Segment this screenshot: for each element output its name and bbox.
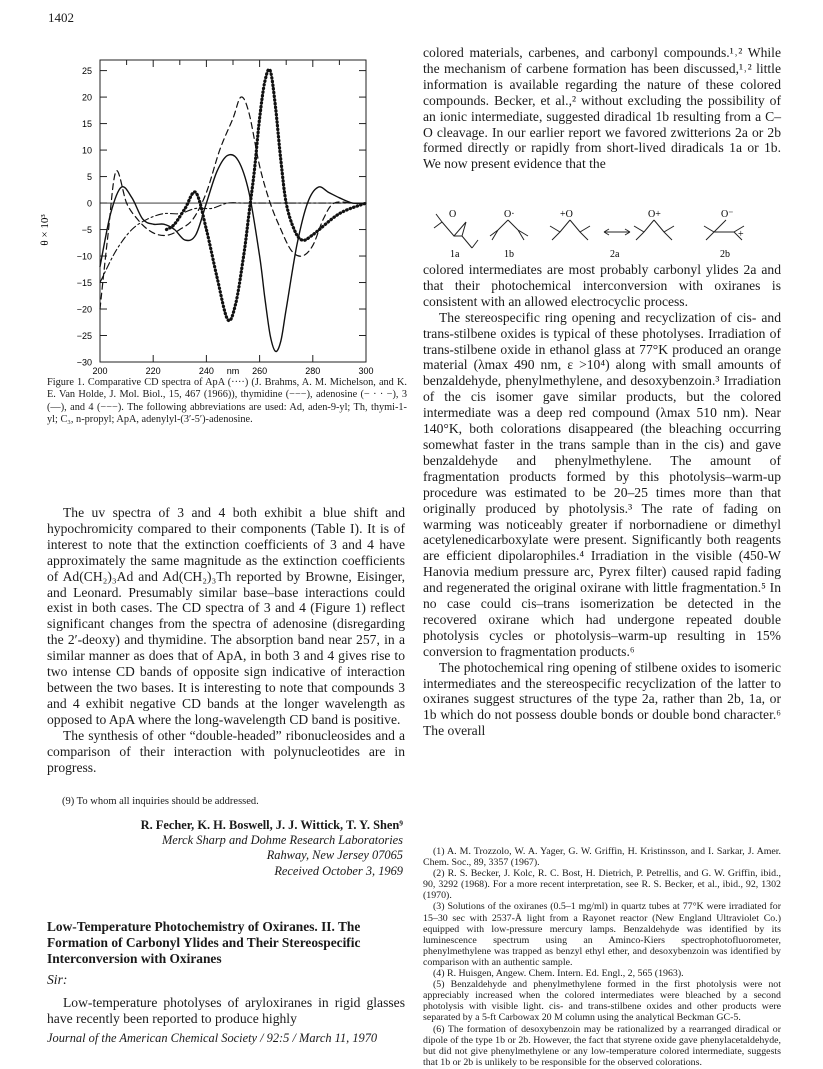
x-tick-label: 260 [252,366,268,375]
affiliation-city: Rahway, New Jersey 07065 [266,848,403,863]
y-tick-label: 20 [81,92,92,103]
x-tick-label: 220 [145,366,161,375]
journal-footer: Journal of the American Chemical Society / 92:5 / March 11, 1970 [47,1031,378,1045]
x-tick-label: 280 [305,366,321,375]
footnote-9: (9) To whom all inquiries should be addressed. [62,796,259,807]
reference-5: (5) Benzaldehyde and phenylmethylene formed in the first photolysis were not appreciably increased when the colored intermediates were bleached by a second photolysis with visible light. cis- and trans-stilbene oxides and other products were separated by a 5-ft Carbowax 20 M column using the analytical Beckman GC-5. [423,979,781,1024]
y-tick-label: 15 [81,119,92,130]
right-column-top [423,45,781,172]
resonance-arrow [604,229,630,235]
y-tick-label: 0 [86,198,92,209]
label-2a: 2a [610,249,620,260]
structure-2a-bonds [550,220,590,240]
structures-diagram [432,210,772,260]
atom-O-radical-1b: O· [504,210,515,220]
label-1a: 1a [450,249,460,260]
plus-charge-2b: + [738,229,744,240]
author-byline [60,818,403,879]
y-tick-label: 25 [81,66,92,77]
y-tick-label: −30 [76,357,92,368]
atom-O-minus-2b: O⁻ [721,210,734,220]
structure-2a-resonance-bonds [634,220,674,240]
reference-2: (2) R. S. Becker, J. Kolc, R. C. Bost, H. Dietrich, P. Petrellis, and G. W. Griffin, ibid., 90, 3292 (1968). For a more recent interpretation, see R. S. Becker, et al., ibid., 92, 1302 (1970). [423,868,781,902]
page-number: 1402 [48,10,74,25]
paragraph-uv-spectra: The uv spectra of 3 and 4 both exhibit a blue shift and hypochromicity compared to their components (Table I). It is of interest to note that the extinction coefficients of 3 and 4 have approximately the same magnitude as the extinction coefficients of Ad(CH₂)₃Ad and Ad(CH₂)₃Th reported by Browne, Eisinger, and Leonard. Presumably similar base–base interactions could exist in both cases. The CD spectra of 3 and 4 (Figure 1) reflect significant changes from the spectra of adenosine (disregarding the 2′-deoxy) and thymidine. The absorption band near 257, in a similar manner as does that of ApA, in both 3 and 4 gives rise to two intense CD bands of opposite sign indicative of interaction between the two bases. It is interesting to note that compounds 3 and 4 exhibit negative CD bands at the longer wavelength as opposed to ApA where the long-wavelength CD band is positive. [47,505,405,727]
atom-O-1a: O [449,210,457,220]
paragraph-intro: Low-temperature photolyses of aryloxiranes in rigid glasses have recently been reported to produce highly [47,995,405,1026]
paragraph-carbonyl-ylides: colored intermediates are most probably carbonyl ylides 2a and that their photochemical interconversion with oxiranes is consistent with an allowed electrocyclic process. [423,262,781,309]
x-tick-label: 240 [198,366,214,375]
series-line-dotted [167,69,367,320]
y-tick-label: −20 [76,304,92,315]
reference-4: (4) R. Huisgen, Angew. Chem. Intern. Ed. Engl., 2, 565 (1963). [433,968,684,980]
y-axis-label: θ × 10³ [39,214,51,246]
received-date: Received October 3, 1969 [274,863,403,878]
x-axis-label: nm [226,366,240,375]
affiliation-lab: Merck Sharp and Dohme Research Laboratories [161,833,403,848]
series-line-solid [100,155,366,352]
references [423,846,781,1068]
paragraph-stereospecific: The stereospecific ring opening and recyclization of cis- and trans-stilbene oxides is typical of these photolyses. Irradiation of trans-stilbene oxide in ethanol glass at 77°K produced an orange material (λmax 490 nm, ε >10⁴) along with small amounts of benzaldehyde, phenylmethylene, and desoxybenzoin.³ Irradiation of the cis isomer gave similar products, but the colored intermediate was a deep red compound (λmax 510 nm). Near 140°K, both colorations disappeared (the bleaching occurring somewhat faster in the trans sample than in the cis) and gave benzaldehyde and phenylmethylene. The amount of fragmentation products formed by this photolysis–warm-up procedure was estimated to be 20–25 times more than that originally produced by photolysis.³ The rate of fading on warming was noticeably greater if norbornadiene or dimethyl acetylenedicarboxylate were present. Significantly both reagents are efficient dipolarophiles.⁴ Irradiation in the visible (450-W Hanovia medium pressure arc, Pyrex filter) caused rapid fading and regenerated the original oxirane with little fragmentation.⁵ In no case could cis–trans isomerization be detected in the recovered oxirane which had undergone repeated double photolysis cycles or photolysis–warm-up resulting in 15% conversion to fragmentation products.⁶ [423,309,781,659]
paragraph-colored-materials: colored materials, carbenes, and carbonyl compounds.¹˒² While the mechanism of carbene formation has been discussed,¹˒² little information is available regarding the nature of these colored compounds. Becker, et al.,² without excluding the possibility of an ionic intermediate, suggested diradical 1b resulting from a C–O cleavage. In our earlier report we favored zwitterions 2a or 2b formed directly or rapidly from short-lived diradicals 1a or 1b. We now present evidence that the [423,45,781,172]
y-tick-label: −5 [81,225,92,236]
reference-6: (6) The formation of desoxybenzoin may be rationalized by a rearranged diradical or dipole of the type 1b or 2b. However, the fact that styrene oxide gave phenylacetaldehyde, but did not give phenylmethylene or any low-temperature colored intermediate, suggests that 1b or 2b is unlikely to be responsible for the observed colorations. [423,1023,781,1068]
y-tick-label: 10 [81,145,92,156]
reference-1: (1) A. M. Trozzolo, W. A. Yager, G. W. Griffin, H. Kristinsson, and I. Sarkar, J. Amer. Chem. Soc., 89, 3357 (1967). [423,846,781,869]
figure-caption: Figure 1. Comparative CD spectra of ApA (····) (J. Brahms, A. M. Michelson, and K. E. Van Holde, J. Mol. Biol., 15, 467 (1966)), thymidine (−−−), adenosine (− · · −), 3 (—), and 4 (−−−). The following abbreviations are used: Ad, aden-9-yl; Th, thymi-1-yl; C₃, n-propyl; ApA, adenylyl-(3′-5′)-adenosine. [47,377,407,425]
left-column-intro [47,995,405,1027]
cd-spectra-chart [30,40,390,375]
x-tick-label: 300 [358,366,374,375]
y-tick-label: 5 [86,172,92,183]
x-tick-label: 200 [92,366,108,375]
atom-O-plus-2a: +O [560,210,573,220]
y-tick-label: −10 [76,251,92,262]
label-1b: 1b [504,249,514,260]
structure-1b-bonds [490,220,528,240]
right-column-main [423,262,781,739]
left-column-text [47,505,405,775]
atom-O-plus-2a-resonance: O+ [648,210,661,220]
y-tick-label: −25 [76,331,92,342]
paragraph-photochemical: The photochemical ring opening of stilbene oxides to isomeric intermediates and the stereospecific recyclization of the latter to oxiranes suggest structures of the type 2a, rather than 2b, 1a, or 1b which do not possess double bonds or double bond character.⁶ The overall [423,659,781,739]
reference-3: (3) Solutions of the oxiranes (0.5–1 mg/ml) in quartz tubes at 77°K were irradiated for 15–30 sec with 2537-Å light from a Rayonet reactor (New England Ultraviolet Co.) equipped with low-pressure mercury lamps. Benzaldehyde was identified by its luminescence spectrum using an Aminco-Kiers spectrophotofluorometer, phenylmethylene was trapped as benzyl ethyl ether, and desoxybenzoin was identified by comparison with an authentic sample. [423,901,781,968]
y-tick-label: −15 [76,278,92,289]
salutation: Sir: [47,972,68,987]
article-title: Low-Temperature Photochemistry of Oxiranes. II. The Formation of Carbonyl Ylides and Their Stereospecific Interconversion with Oxiranes [47,919,361,966]
authors: R. Fecher, K. H. Boswell, J. J. Wittick, T. Y. Shen⁹ [140,818,403,832]
label-2b: 2b [720,249,730,260]
paragraph-synthesis: The synthesis of other “double-headed” ribonucleosides and a comparison of their interaction with polynucleotides are in progress. [47,727,405,775]
